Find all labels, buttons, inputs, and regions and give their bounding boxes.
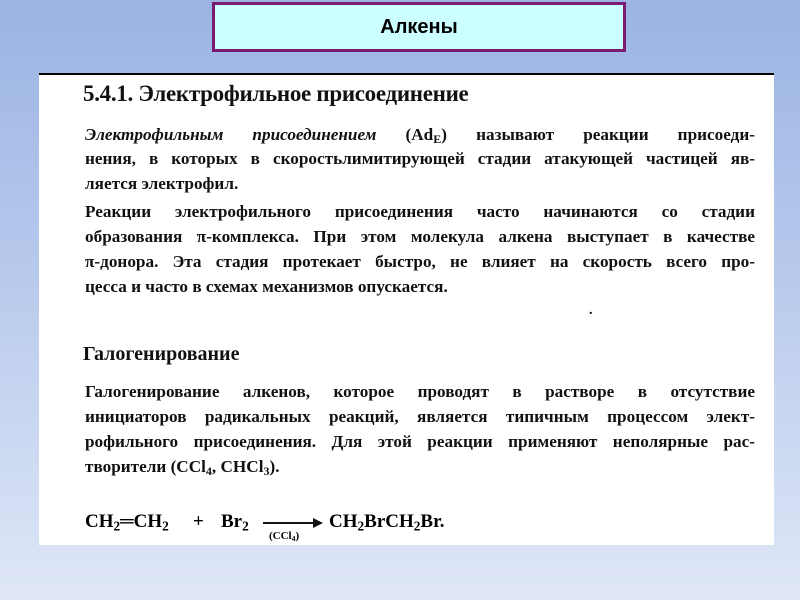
para1-line2: нения, в которых в скоростьлимитирующей стадии атакующей частицей яв- — [85, 149, 755, 168]
para3-line4-b: , CHCl — [211, 457, 264, 476]
product-dibromoethane: $CH_2BrCH_2Br$. — [329, 511, 445, 534]
para2-line3: π-донора. Эта стадия протекает быстро, не влияет на скорость всего про- — [85, 252, 755, 271]
para3-line3: рофильного присоединения. Для этой реакции применяют неполярные рас- — [85, 432, 755, 451]
slide-title-box — [212, 2, 626, 52]
slide-title: Алкены — [380, 15, 458, 38]
para3-line4-sub1: 4 — [205, 464, 212, 478]
reactant-ethylene: $CH_2═CH_2$ — [85, 511, 169, 534]
reactant-bromine: $Br_2$ — [221, 511, 249, 534]
para3-line4 — [85, 457, 280, 479]
para3-line2: инициаторов радикальных реакций, является типичным процессом элект- — [85, 407, 755, 426]
scanned-page — [39, 73, 774, 545]
subsection-heading: Галогенирование — [83, 343, 240, 365]
para2-line4: цесса и часто в схемах механизмов опускается. — [85, 277, 448, 296]
para1-abbr-sub: E — [433, 132, 442, 146]
para1-line3: ляется электрофил. — [85, 174, 239, 193]
reaction-arrow-icon — [261, 517, 325, 529]
para1-line1-rest: называют реакции присоеди- — [447, 125, 755, 144]
plus-sign: + — [193, 511, 204, 532]
para3-line1: Галогенирование алкенов, которое проводят в растворе в отсутствие — [85, 382, 755, 401]
para3-line4-c: ). — [269, 457, 280, 476]
reaction-equation — [85, 507, 505, 547]
para1-line1 — [85, 125, 755, 147]
para2-line1: Реакции электрофильного присоединения часто начинаются со стадии — [85, 202, 755, 221]
para1-abbr-close: ) — [441, 125, 447, 144]
section-heading: 5.4.1. Электрофильное присоединение — [83, 81, 469, 106]
scan-speck: . — [589, 303, 593, 318]
para1-term: Электрофильным присоединением — [85, 125, 377, 144]
para2-line2: образования π-комплекса. При этом молекула алкена выступает в качестве — [85, 227, 755, 246]
para3-line4-a: творители (CCl — [85, 457, 206, 476]
para1-abbr-open: (Ad — [376, 125, 434, 144]
reaction-condition: (CCl$_4$) — [269, 530, 300, 543]
para3-line4-sub2: 3 — [263, 464, 270, 478]
